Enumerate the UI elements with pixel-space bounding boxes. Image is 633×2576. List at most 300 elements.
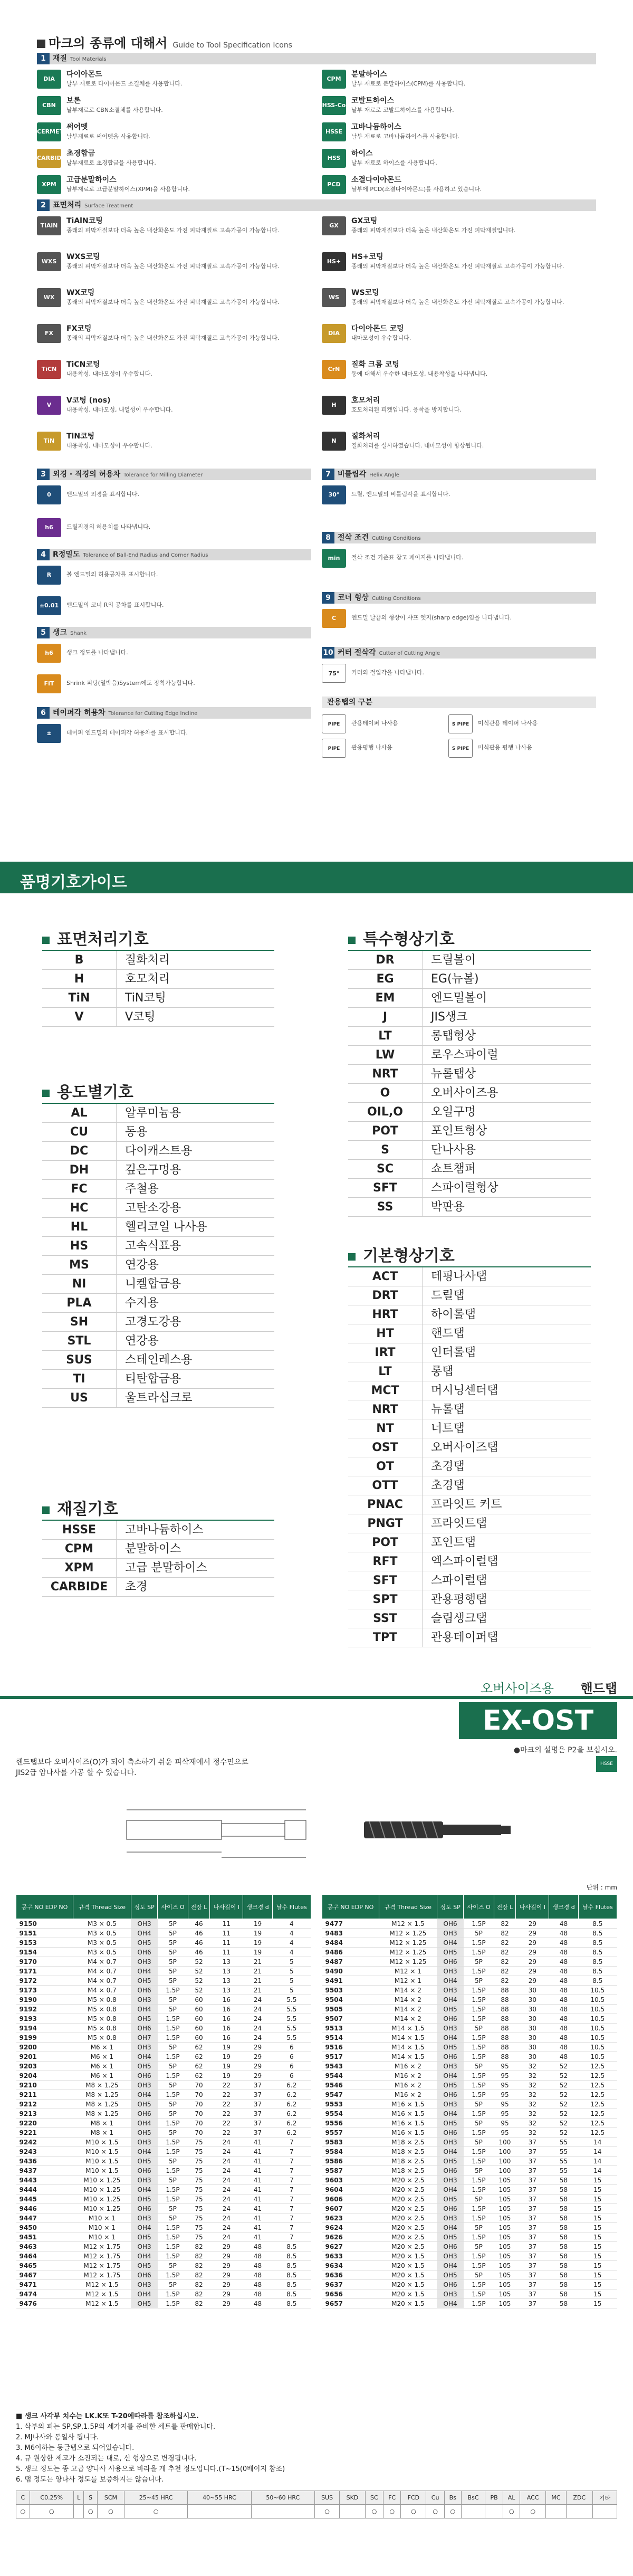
table-cell: 8.5: [272, 2251, 311, 2261]
code: ACT: [372, 1270, 398, 1283]
table-cell: 9200: [16, 2043, 73, 2052]
table-cell: M10 × 1.25: [73, 2185, 131, 2195]
code-meaning: 고바나듐하이스: [116, 1521, 274, 1539]
table-cell: 9153: [16, 1938, 73, 1948]
corner-mark: C 엔드밀 날끝의 형상이 샤프 엣지(sharp edge)임을 나타냅니다.: [322, 607, 596, 631]
code-meaning: 관용평행탭: [422, 1590, 591, 1609]
code-meaning: 인터롤탭: [422, 1343, 591, 1362]
note-line: 1. 삭부의 피는 SP,SP,1.5P의 세가지를 준비한 세트를 판매합니다.: [16, 2423, 216, 2431]
table-cell: 48: [243, 2251, 272, 2261]
table-cell: 8.5: [578, 1938, 617, 1948]
table-cell: 9584: [322, 2147, 379, 2157]
code: MS: [69, 1258, 89, 1272]
table-cell: 15: [578, 2176, 617, 2185]
table-cell: 12.5: [578, 2100, 617, 2109]
table-cell: OH3: [437, 1967, 464, 1976]
table-cell: 9477: [322, 1919, 379, 1929]
table-cell: M5 × 0.8: [73, 2024, 131, 2033]
code-meaning: 박판용: [422, 1198, 591, 1216]
table-cell: 5.5: [272, 2014, 311, 2024]
table-cell: 5P: [158, 1976, 188, 1986]
mark-icon: CrN: [322, 360, 346, 379]
table-cell: M20 × 2.5: [379, 2185, 437, 2195]
table-cell: 21: [243, 1957, 272, 1967]
code-meaning: 고급 분말하이스: [116, 1559, 274, 1577]
mark-icon: 0: [37, 485, 61, 504]
table-cell: 48: [549, 1919, 578, 1929]
code-meaning: 알루미늄용: [116, 1104, 274, 1122]
code: O: [380, 1086, 390, 1100]
table-cell: 9507: [322, 2014, 379, 2024]
mark-title: 고바나듐하이스: [351, 123, 401, 131]
table-cell: 4: [272, 1929, 311, 1938]
table-cell: 105: [494, 2299, 516, 2308]
table-cell: 8.5: [272, 2289, 311, 2299]
table-cell: 14: [578, 2157, 617, 2166]
table-row: [16, 1919, 311, 1929]
table-cell: 13: [210, 1986, 243, 1995]
code: DC: [70, 1144, 89, 1158]
table-cell: 29: [210, 2280, 243, 2289]
mark-item: [322, 173, 596, 197]
code: HT: [376, 1327, 394, 1340]
table-cell: 29: [243, 2062, 272, 2071]
table-cell: 30: [516, 1995, 549, 2005]
table-cell: M10 × 1.5: [73, 2147, 131, 2157]
table-cell: OH5: [131, 2100, 158, 2109]
compat-cell: [592, 2505, 617, 2518]
pipe-desc: 관용테이퍼 나사용: [351, 720, 398, 727]
table-cell: 7: [272, 2195, 311, 2204]
table-cell: 19: [243, 1948, 272, 1957]
table-row: [16, 2043, 311, 2052]
table-cell: OH3: [437, 2176, 464, 2185]
code: OIL,O: [367, 1105, 403, 1119]
table-row: [16, 1976, 311, 1986]
table-cell: 48: [243, 2280, 272, 2289]
table-row: [322, 1967, 617, 1976]
table-cell: OH4: [437, 2299, 464, 2308]
table-row: [322, 2052, 617, 2062]
table-cell: M16 × 2: [379, 2090, 437, 2100]
code: MCT: [371, 1384, 399, 1397]
table-cell: 75: [188, 2185, 210, 2195]
mark-title: WS코팅: [351, 289, 379, 297]
use-codes-table: [42, 1103, 274, 1408]
table-cell: OH5: [437, 2043, 464, 2052]
table-cell: 55: [549, 2147, 578, 2157]
table-cell: 58: [549, 2185, 578, 2195]
table-cell: 24: [243, 2033, 272, 2043]
table-cell: 8.5: [272, 2299, 311, 2308]
compat-cell: [461, 2505, 485, 2518]
code-row: [348, 1198, 591, 1217]
material-compat-table: [16, 2491, 617, 2518]
table-cell: 82: [494, 1948, 516, 1957]
table-cell: 12.5: [578, 2109, 617, 2119]
table-cell: 1.5P: [464, 2147, 494, 2157]
table-cell: 30: [516, 2024, 549, 2033]
table-cell: 9221: [16, 2128, 73, 2138]
mark-title: V코팅 (nos): [66, 396, 111, 405]
code-meaning: 엔드밀볼이: [422, 989, 591, 1007]
mark-item: [37, 722, 311, 746]
table-row: [16, 2081, 311, 2090]
table-cell: 52: [549, 2071, 578, 2081]
code-row: [42, 1218, 274, 1237]
mark-icon: CPM: [322, 70, 346, 89]
table-cell: M14 × 1.5: [379, 2033, 437, 2043]
table-cell: 9465: [16, 2261, 73, 2270]
code-meaning: EG(뉴볼): [422, 970, 591, 988]
table-row: [16, 2185, 311, 2195]
code-meaning: 깊은구멍용: [116, 1161, 274, 1179]
compat-header: PB: [485, 2491, 503, 2505]
table-cell: 82: [188, 2299, 210, 2308]
code-row: [42, 1313, 274, 1332]
compat-header: 기타: [592, 2491, 617, 2505]
table-cell: 70: [188, 2128, 210, 2138]
table-cell: OH3: [131, 1919, 158, 1929]
table-cell: 60: [188, 2033, 210, 2043]
table-row: [322, 2157, 617, 2166]
table-cell: 30: [516, 2033, 549, 2043]
mark-title: 고급분말하이스: [66, 176, 117, 184]
table-cell: 7: [272, 2223, 311, 2232]
table-cell: 10.5: [578, 2043, 617, 2052]
category-cutting: 8 절삭 조건 Cutting Conditions: [322, 532, 596, 543]
table-cell: 37: [516, 2232, 549, 2242]
table-cell: 9173: [16, 1986, 73, 1995]
table-cell: 5P: [464, 2223, 494, 2232]
table-cell: 37: [516, 2195, 549, 2204]
code-row: [42, 1389, 274, 1408]
table-cell: 1.5P: [158, 2270, 188, 2280]
table-cell: 58: [549, 2176, 578, 2185]
mark-icon: TiAlN: [37, 216, 61, 235]
table-row: [322, 1948, 617, 1957]
table-cell: 5: [272, 1986, 311, 1995]
table-cell: 82: [188, 2280, 210, 2289]
table-cell: 7: [272, 2166, 311, 2176]
table-cell: 82: [188, 2261, 210, 2270]
table-cell: 70: [188, 2109, 210, 2119]
table-cell: 15: [578, 2214, 617, 2223]
code-row: [348, 1533, 591, 1552]
table-cell: 37: [243, 2119, 272, 2128]
code: NRT: [372, 1067, 398, 1081]
table-cell: 37: [516, 2251, 549, 2261]
column-header: 규격 Thread Size: [73, 1895, 131, 1919]
table-cell: 9170: [16, 1957, 73, 1967]
unit-label: 단위 : mm: [586, 1884, 617, 1891]
table-cell: 82: [494, 1976, 516, 1986]
table-cell: 105: [494, 2270, 516, 2280]
table-cell: M3 × 0.5: [73, 1938, 131, 1948]
table-row: [322, 2299, 617, 2308]
code: US: [70, 1391, 88, 1405]
table-cell: 12.5: [578, 2071, 617, 2081]
table-cell: 8.5: [578, 1967, 617, 1976]
table-cell: OH4: [437, 2185, 464, 2195]
table-cell: 9220: [16, 2119, 73, 2128]
code: TPT: [372, 1631, 398, 1644]
table-cell: 1.5P: [464, 2090, 494, 2100]
table-cell: 24: [243, 2024, 272, 2033]
table-cell: 46: [188, 1948, 210, 1957]
table-cell: 9243: [16, 2147, 73, 2157]
table-cell: 58: [549, 2289, 578, 2299]
table-cell: 82: [494, 1967, 516, 1976]
code: AL: [71, 1106, 88, 1120]
table-cell: 88: [494, 2043, 516, 2052]
code: CARBIDE: [50, 1580, 108, 1594]
table-row: [322, 2166, 617, 2176]
table-cell: M18 × 2.5: [379, 2138, 437, 2147]
pipe-desc: 미식관용 테이퍼 나사용: [478, 720, 538, 727]
mark-item: [37, 214, 311, 238]
table-cell: M12 × 1.25: [379, 1957, 437, 1967]
table-cell: 105: [494, 2261, 516, 2270]
code: SUS: [66, 1353, 92, 1367]
table-row: [322, 2289, 617, 2299]
code-meaning: 엑스파이럴탭: [422, 1552, 591, 1571]
table-cell: 60: [188, 1995, 210, 2005]
code-meaning: TiN코팅: [116, 989, 274, 1007]
table-cell: 19: [243, 1919, 272, 1929]
code-meaning: 오일구멍: [422, 1103, 591, 1121]
mark-item: [322, 358, 596, 382]
table-cell: 10.5: [578, 1995, 617, 2005]
table-cell: 5P: [158, 1929, 188, 1938]
table-cell: M10 × 1: [73, 2223, 131, 2232]
table-cell: 37: [516, 2147, 549, 2157]
code-meaning: 스테인레스용: [116, 1351, 274, 1369]
table-cell: 105: [494, 2185, 516, 2195]
code-row: [348, 1027, 591, 1046]
note-line: 6. 탭 정도는 양나사 정도를 보증하지는 않습니다.: [16, 2476, 164, 2484]
table-cell: 9446: [16, 2204, 73, 2214]
table-row: [16, 2024, 311, 2033]
mark-desc: 내용착성, 내마모성이 우수합니다.: [66, 370, 152, 377]
table-cell: OH4: [437, 2223, 464, 2232]
mark-item: [322, 120, 596, 145]
table-cell: 19: [210, 2071, 243, 2081]
table-cell: 100: [494, 2138, 516, 2147]
code: LT: [378, 1365, 392, 1378]
table-cell: 19: [210, 2052, 243, 2062]
table-cell: M20 × 2.5: [379, 2214, 437, 2223]
table-cell: OH6: [131, 2109, 158, 2119]
product-table-left: [16, 1894, 311, 2308]
table-cell: OH3: [131, 2280, 158, 2289]
table-cell: 9547: [322, 2090, 379, 2100]
table-cell: 1.5P: [464, 2280, 494, 2289]
mark-desc: 날부재료로 초경합금을 사용합니다.: [66, 159, 156, 166]
code-row: [348, 1286, 591, 1305]
code-row: [348, 1160, 591, 1179]
table-cell: M20 × 1.5: [379, 2299, 437, 2308]
table-cell: 58: [549, 2232, 578, 2242]
code: OT: [376, 1460, 394, 1473]
table-cell: 24: [210, 2176, 243, 2185]
table-cell: 9604: [322, 2185, 379, 2195]
table-cell: 30: [516, 2014, 549, 2024]
table-cell: 37: [516, 2166, 549, 2176]
table-cell: 95: [494, 2062, 516, 2071]
table-row: [322, 1919, 617, 1929]
table-cell: 13: [210, 1957, 243, 1967]
table-row: [16, 2147, 311, 2157]
table-cell: OH6: [437, 2166, 464, 2176]
table-row: [16, 1948, 311, 1957]
table-cell: 22: [210, 2128, 243, 2138]
code-row: [42, 1142, 274, 1161]
code-meaning: 오버사이즈용: [422, 1084, 591, 1102]
table-cell: M14 × 2: [379, 1986, 437, 1995]
table-cell: 9626: [322, 2232, 379, 2242]
table-row: [16, 2157, 311, 2166]
code: HL: [70, 1220, 88, 1234]
use-codes-title: 용도별기호: [42, 1079, 133, 1102]
table-cell: 6.2: [272, 2109, 311, 2119]
code-meaning: 연강용: [116, 1256, 274, 1274]
table-cell: M3 × 0.5: [73, 1929, 131, 1938]
table-cell: M10 × 1: [73, 2232, 131, 2242]
table-cell: 1.5P: [158, 2052, 188, 2062]
compat-cell: [188, 2505, 251, 2518]
code-meaning: 수지용: [116, 1294, 274, 1312]
table-cell: 7: [272, 2232, 311, 2242]
table-cell: 1.5P: [464, 1948, 494, 1957]
table-cell: 9172: [16, 1976, 73, 1986]
code-meaning: 고경도강용: [116, 1313, 274, 1331]
table-cell: M5 × 0.8: [73, 2033, 131, 2043]
table-cell: 48: [243, 2242, 272, 2251]
table-cell: OH5: [131, 2157, 158, 2166]
table-cell: 75: [188, 2157, 210, 2166]
table-row: [16, 2062, 311, 2071]
table-cell: 11: [210, 1938, 243, 1948]
table-cell: 9445: [16, 2195, 73, 2204]
table-cell: 19: [210, 2062, 243, 2071]
code-meaning: 단나사용: [422, 1141, 591, 1159]
code-meaning: 초경탭: [422, 1476, 591, 1495]
table-cell: 29: [516, 1976, 549, 1986]
table-cell: OH5: [131, 2195, 158, 2204]
table-cell: 9586: [322, 2157, 379, 2166]
compat-header: L: [73, 2491, 83, 2505]
code: POT: [372, 1124, 398, 1138]
table-cell: 22: [210, 2081, 243, 2090]
compat-cell: ○: [426, 2505, 444, 2518]
table-cell: 9634: [322, 2261, 379, 2270]
table-cell: M8 × 1.25: [73, 2100, 131, 2109]
mark-desc: 테이퍼 엔드밀의 테이퍼각 허용차를 표시합니다.: [66, 729, 188, 736]
code-row: [348, 1457, 591, 1476]
table-cell: 7: [272, 2147, 311, 2157]
table-cell: 37: [243, 2109, 272, 2119]
table-row: [16, 2119, 311, 2128]
compat-cell: ○: [314, 2505, 339, 2518]
table-cell: 48: [243, 2261, 272, 2270]
table-cell: 52: [549, 2100, 578, 2109]
table-cell: 1.5P: [158, 2014, 188, 2024]
column-header: 전장 L: [494, 1895, 516, 1919]
table-cell: 5P: [158, 2109, 188, 2119]
table-cell: 1.5P: [464, 2185, 494, 2195]
legend-title: 마크의 종류에 대해서 Guide to Tool Specification Icons: [37, 33, 292, 51]
compat-header: Cu: [426, 2491, 444, 2505]
mark-icon: TiN: [37, 432, 61, 451]
table-cell: 9513: [322, 2024, 379, 2033]
table-cell: 5P: [158, 2176, 188, 2185]
compat-cell: [251, 2505, 314, 2518]
code: PNAC: [367, 1498, 403, 1511]
pipe-icon: S PIPE: [448, 714, 473, 733]
code-row: [42, 1104, 274, 1123]
table-cell: 5P: [158, 1995, 188, 2005]
code: FC: [71, 1182, 88, 1196]
table-row: [16, 1957, 311, 1967]
table-cell: 9463: [16, 2242, 73, 2251]
table-cell: OH3: [131, 2043, 158, 2052]
table-row: [322, 2204, 617, 2214]
column-header: 공구 NO EDP NO: [322, 1895, 379, 1919]
table-cell: 1.5P: [464, 2128, 494, 2138]
mark-title: TiCN코팅: [66, 360, 100, 369]
table-cell: 12.5: [578, 2090, 617, 2100]
table-row: [322, 2261, 617, 2270]
mark-desc: 날부 재료로 다이아몬드 소결체를 사용합니다.: [66, 80, 183, 87]
table-cell: 24: [243, 2005, 272, 2014]
table-cell: 5P: [464, 1929, 494, 1938]
table-cell: 5P: [464, 1957, 494, 1967]
table-cell: 48: [549, 2005, 578, 2014]
table-row: [16, 2251, 311, 2261]
table-cell: M14 × 1.5: [379, 2024, 437, 2033]
table-cell: 9491: [322, 1976, 379, 1986]
code: SH: [70, 1315, 89, 1329]
mark-item: [37, 594, 311, 618]
table-cell: 4: [272, 1948, 311, 1957]
table-row: [322, 1957, 617, 1967]
table-cell: 1.5P: [464, 1938, 494, 1948]
code-meaning: JIS생크: [422, 1008, 591, 1026]
note-line: 2. MJ나사와 동일사 됩니다.: [16, 2434, 99, 2441]
column-header: 날수 Flutes: [578, 1895, 617, 1919]
table-cell: 52: [549, 2128, 578, 2138]
code-meaning: 스파이럴형상: [422, 1179, 591, 1197]
mark-icon: h6: [37, 644, 61, 663]
table-cell: M8 × 1: [73, 2128, 131, 2138]
mark-title: 분말하이스: [351, 70, 387, 79]
table-cell: 60: [188, 2014, 210, 2024]
table-cell: 5P: [464, 2119, 494, 2128]
table-cell: 30: [516, 1986, 549, 1995]
table-cell: 1.5P: [158, 2289, 188, 2299]
table-cell: 9544: [322, 2071, 379, 2081]
table-cell: 9503: [322, 1986, 379, 1995]
table-cell: OH5: [437, 1948, 464, 1957]
table-cell: 1.5P: [464, 2043, 494, 2052]
code-row: [42, 1180, 274, 1199]
mark-item: [322, 94, 596, 118]
compat-header: ACC: [520, 2491, 545, 2505]
category-taper: 6 테이퍼각 허용차 Tolerance for Cutting Edge Incline: [37, 707, 311, 719]
corner-icon: C: [322, 609, 346, 628]
table-cell: 12.5: [578, 2062, 617, 2071]
